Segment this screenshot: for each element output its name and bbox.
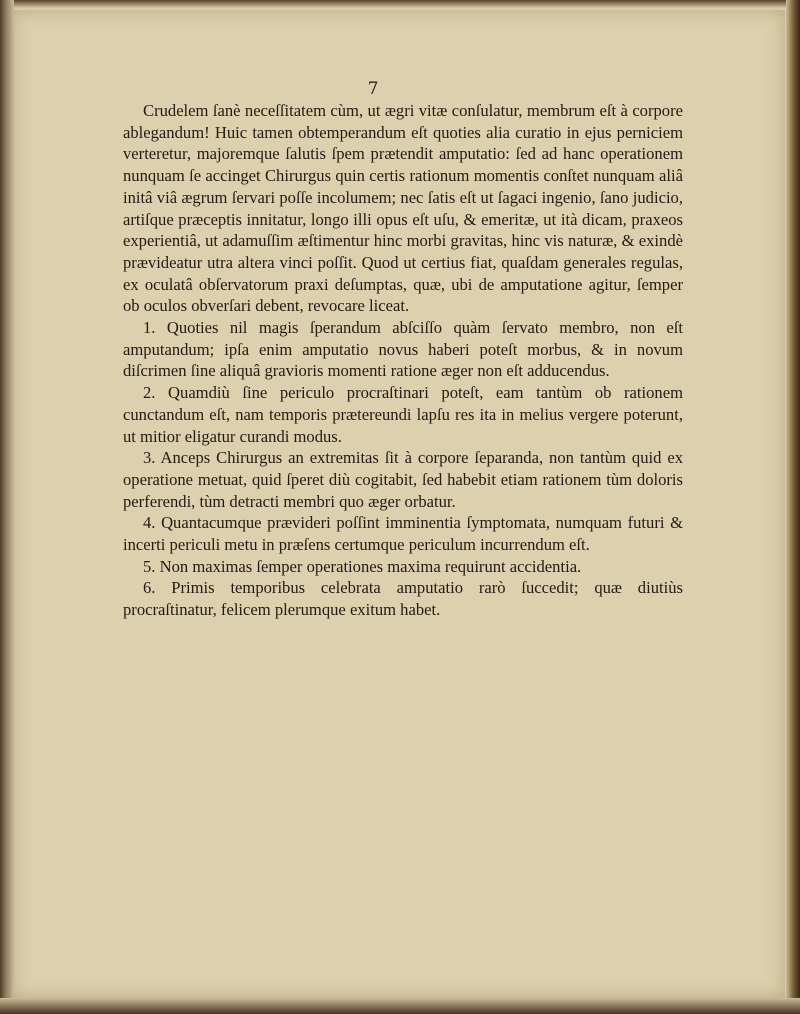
body-text bbox=[123, 100, 683, 621]
book-spine-edge bbox=[0, 0, 14, 1014]
paragraph-intro: Crudelem ſanè neceſſitatem cùm, ut ægri vitæ conſulatur, membrum eſt à corpore ablegandum! Huic tamen obtemperandum eſt quoties alia curatio in ejus perniciem verteretur, majoremque ſalutis ſpem prætendit amputatio: ſed ad hanc operationem nunquam ſe accinget Chirurgus quin certis rationum momentis conſtet nunquam aliâ initâ viâ ægrum ſervari poſſe incolumem; nec ſatis eſt ut ſagaci ingenio, ſano judicio, artiſque præceptis innitatur, longo illi opus eſt uſu, & emeritæ, ut ità dicam, praxeos experientiâ, ut adamuſſim æſtimentur hinc morbi gravitas, hinc vis naturæ, & exindè prævideatur utra altera vinci poſſit. Quod ut certius fiat, quaſdam generales regulas, ex oculatâ obſervatorum praxi deſumptas, quæ, ubi de amputatione agitur, ſemper ob oculos obverſari debent, revocare liceat. bbox=[123, 101, 683, 316]
page-right-edge bbox=[786, 0, 800, 1014]
paragraph-rule-1: 1. Quoties nil magis ſperandum abſciſſo quàm ſervato membro, non eſt amputandum; ipſa enim amputatio novus haberi poteſt morbus, & in novum diſcrimen ſine aliquâ gravioris momenti ratione æger non eſt adducendus. bbox=[123, 318, 683, 381]
paragraph-rule-6: 6. Primis temporibus celebrata amputatio rarò ſuccedit; quæ diutiùs procraſtinatur, felicem plerumque exitum habet. bbox=[123, 578, 683, 620]
paragraph-rule-3: 3. Anceps Chirurgus an extremitas ſit à corpore ſeparanda, non tantùm quid ex operatione metuat, quid ſperet diù cogitabit, ſed habebit etiam rationem tùm doloris perferendi, tùm detracti membri quo æger orbatur. bbox=[123, 448, 683, 511]
paragraph-rule-4: 4. Quantacumque prævideri poſſint imminentia ſymptomata, numquam futuri & incerti periculi metu in præſens certumque periculum incurrendum eſt. bbox=[123, 513, 683, 555]
paragraph-rule-2: 2. Quamdiù ſine periculo procraſtinari poteſt, eam tantùm ob rationem cunctandum eſt, nam temporis prætereundi lapſu res ita in melius vergere poterunt, ut mitior eligatur curandi modus. bbox=[123, 383, 683, 446]
page-top-edge bbox=[0, 0, 800, 8]
page-number: 7 bbox=[367, 79, 379, 99]
paragraph-rule-5: 5. Non maximas ſemper operationes maxima requirunt accidentia. bbox=[143, 556, 582, 576]
page-bottom-edge bbox=[0, 998, 800, 1014]
